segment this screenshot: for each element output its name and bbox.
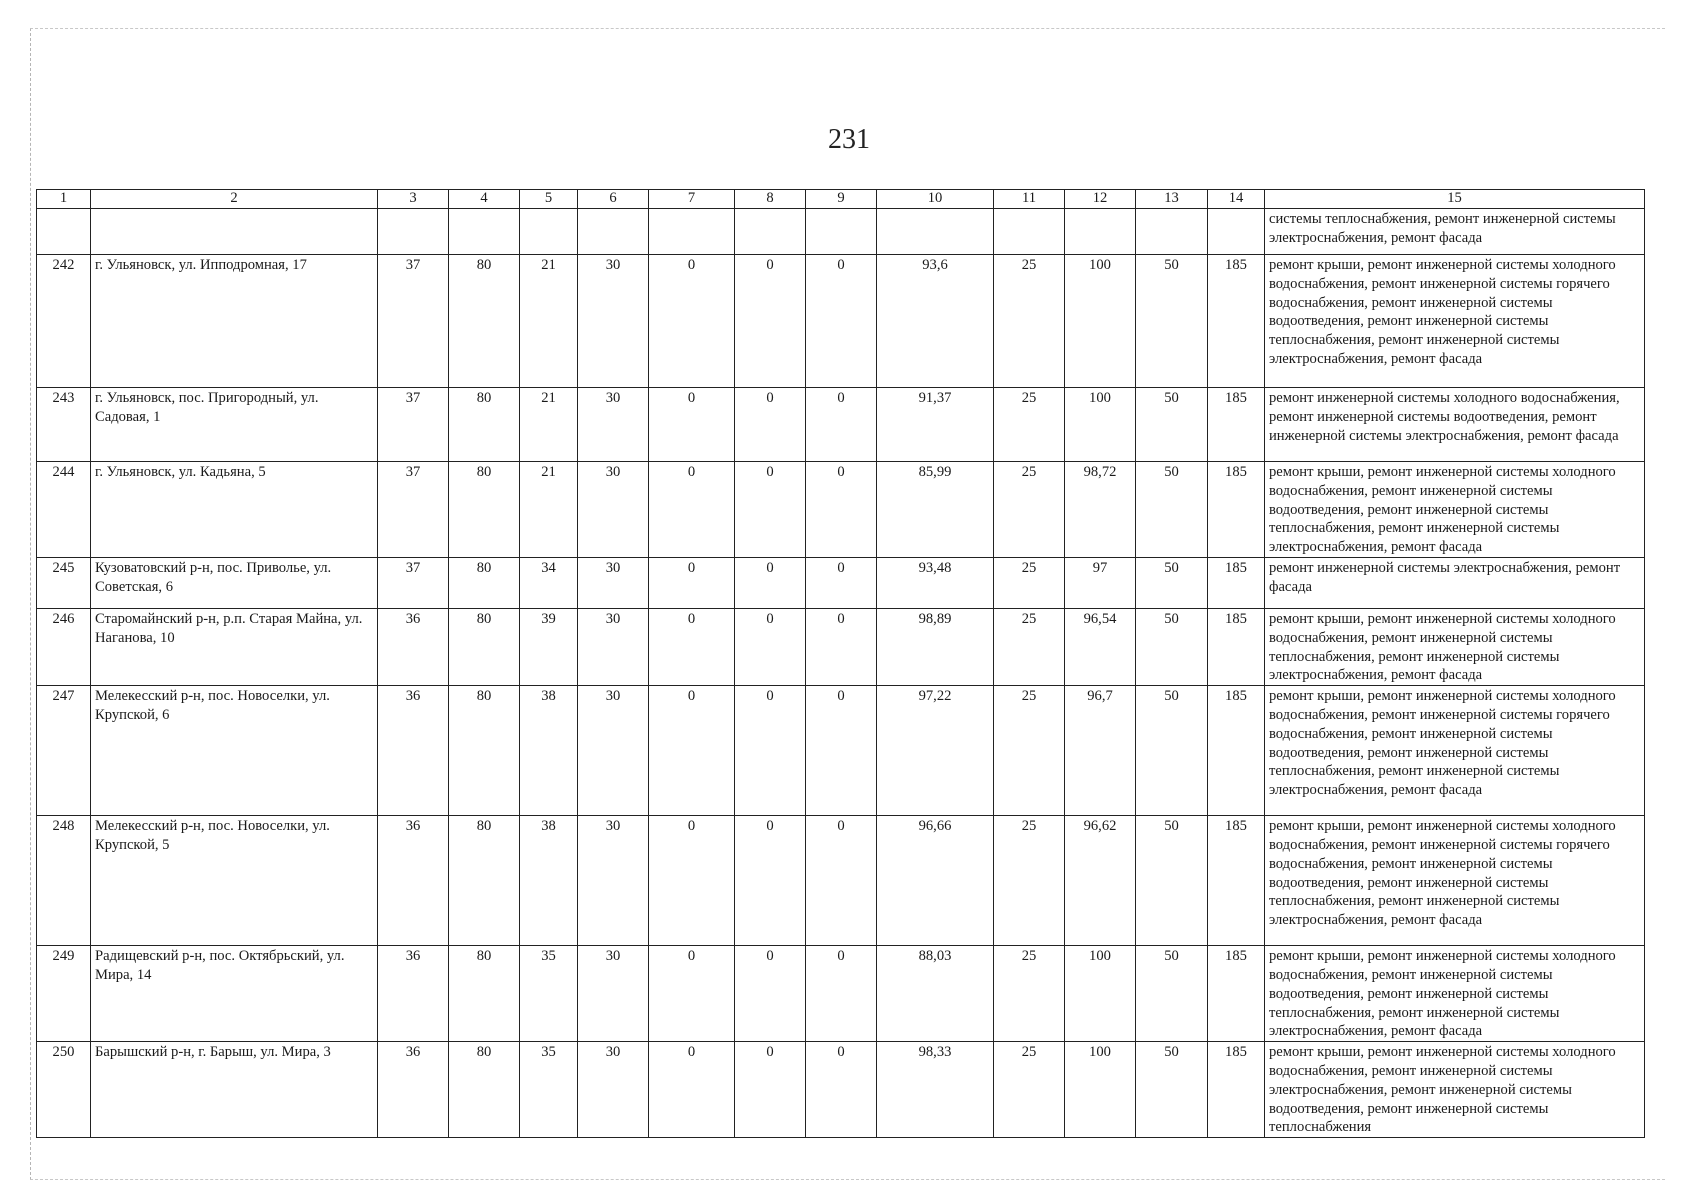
value-cell: 80 [449,608,520,685]
value-cell: 185 [1208,388,1265,462]
value-cell: 0 [735,557,806,608]
table-row [37,557,1645,608]
column-number-row [37,190,1645,209]
column-number: 4 [449,190,520,209]
value-cell: 0 [806,557,877,608]
value-cell: 96,7 [1065,686,1136,816]
value-cell: 93,48 [877,557,994,608]
value-cell: 0 [649,462,735,558]
column-number: 2 [91,190,378,209]
column-number: 10 [877,190,994,209]
value-cell: 25 [994,557,1065,608]
value-cell: 85,99 [877,462,994,558]
value-cell: 0 [806,1042,877,1138]
works-table [36,189,1645,1138]
value-cell: 0 [649,1042,735,1138]
value-cell: 98,33 [877,1042,994,1138]
value-cell: 0 [735,946,806,1042]
value-cell: 80 [449,388,520,462]
value-cell: 91,37 [877,388,994,462]
value-cell: 185 [1208,816,1265,946]
value-cell: 30 [578,686,649,816]
value-cell: 185 [1208,1042,1265,1138]
row-number: 246 [37,608,91,685]
value-cell: 0 [649,255,735,388]
value-cell: 100 [1065,255,1136,388]
work-description: ремонт крыши, ремонт инженерной системы холодного водоснабжения, ремонт инженерной системы водоотведения, ремонт инженерной системы теплоснабжения, ремонт инженерной системы электроснабжения, ремонт фасада [1265,462,1645,558]
value-cell: 38 [520,816,578,946]
value-cell: 0 [649,608,735,685]
value-cell: 80 [449,1042,520,1138]
address: г. Ульяновск, ул. Кадьяна, 5 [91,462,378,558]
table-row [37,255,1645,388]
work-description: ремонт инженерной системы электроснабжения, ремонт фасада [1265,557,1645,608]
column-number: 7 [649,190,735,209]
value-cell: 21 [520,255,578,388]
value-cell: 96,54 [1065,608,1136,685]
value-cell: 0 [806,686,877,816]
row-number: 249 [37,946,91,1042]
address: Радищевский р-н, пос. Октябрьский, ул. Мира, 14 [91,946,378,1042]
table-row [37,462,1645,558]
value-cell: 50 [1136,462,1208,558]
work-description: ремонт инженерной системы холодного водоснабжения, ремонт инженерной системы водоотведения, ремонт инженерной системы электроснабжения, ремонт фасада [1265,388,1645,462]
value-cell: 25 [994,608,1065,685]
value-cell: 0 [649,816,735,946]
table-row [37,608,1645,685]
value-cell: 185 [1208,557,1265,608]
column-number: 3 [378,190,449,209]
row-number: 245 [37,557,91,608]
value-cell: 0 [735,816,806,946]
value-cell: 0 [806,608,877,685]
value-cell: 0 [649,388,735,462]
value-cell: 0 [735,255,806,388]
column-number: 1 [37,190,91,209]
value-cell: 96,66 [877,816,994,946]
row-number: 250 [37,1042,91,1138]
work-description: ремонт крыши, ремонт инженерной системы холодного водоснабжения, ремонт инженерной системы электроснабжения, ремонт инженерной системы водоотведения, ремонт инженерной системы теплоснабжения [1265,1042,1645,1138]
address: г. Ульяновск, ул. Ипподромная, 17 [91,255,378,388]
value-cell: 21 [520,388,578,462]
value-cell: 185 [1208,462,1265,558]
page-number: 231 [828,124,870,155]
value-cell: 50 [1136,946,1208,1042]
address: Мелекесский р-н, пос. Новоселки, ул. Крупской, 5 [91,816,378,946]
value-cell: 0 [735,608,806,685]
value-cell: 88,03 [877,946,994,1042]
value-cell: 25 [994,1042,1065,1138]
value-cell: 30 [578,388,649,462]
value-cell: 50 [1136,255,1208,388]
value-cell: 38 [520,686,578,816]
value-cell: 30 [578,1042,649,1138]
value-cell: 50 [1136,557,1208,608]
row-number: 248 [37,816,91,946]
value-cell: 50 [1136,608,1208,685]
work-description: ремонт крыши, ремонт инженерной системы холодного водоснабжения, ремонт инженерной системы горячего водоснабжения, ремонт инженерной системы водоотведения, ремонт инженерной системы теплоснабжения, ремонт инженерной системы электроснабжения, ремонт фасада [1265,686,1645,816]
table-row [37,1042,1645,1138]
continuation-row [37,209,1645,255]
value-cell: 50 [1136,686,1208,816]
value-cell: 34 [520,557,578,608]
value-cell: 185 [1208,255,1265,388]
work-description: ремонт крыши, ремонт инженерной системы холодного водоснабжения, ремонт инженерной системы горячего водоснабжения, ремонт инженерной системы водоотведения, ремонт инженерной системы теплоснабжения, ремонт инженерной системы электроснабжения, ремонт фасада [1265,816,1645,946]
value-cell: 185 [1208,608,1265,685]
column-number: 9 [806,190,877,209]
value-cell: 80 [449,946,520,1042]
value-cell: 80 [449,686,520,816]
value-cell: 0 [649,557,735,608]
row-number: 247 [37,686,91,816]
value-cell: 30 [578,557,649,608]
value-cell: 80 [449,557,520,608]
value-cell: 30 [578,946,649,1042]
value-cell: 36 [378,686,449,816]
row-number: 243 [37,388,91,462]
column-number: 13 [1136,190,1208,209]
address: Мелекесский р-н, пос. Новоселки, ул. Крупской, 6 [91,686,378,816]
column-number: 11 [994,190,1065,209]
table-row [37,946,1645,1042]
value-cell: 98,72 [1065,462,1136,558]
work-description: ремонт крыши, ремонт инженерной системы холодного водоснабжения, ремонт инженерной системы теплоснабжения, ремонт инженерной системы электроснабжения, ремонт фасада [1265,608,1645,685]
table-row [37,388,1645,462]
address: Кузоватовский р-н, пос. Приволье, ул. Советская, 6 [91,557,378,608]
value-cell: 185 [1208,686,1265,816]
value-cell: 0 [735,686,806,816]
value-cell: 21 [520,462,578,558]
value-cell: 50 [1136,1042,1208,1138]
value-cell: 37 [378,557,449,608]
value-cell: 36 [378,608,449,685]
value-cell: 25 [994,946,1065,1042]
work-description: ремонт крыши, ремонт инженерной системы холодного водоснабжения, ремонт инженерной системы горячего водоснабжения, ремонт инженерной системы водоотведения, ремонт инженерной системы теплоснабжения, ремонт инженерной системы электроснабжения, ремонт фасада [1265,255,1645,388]
value-cell: 25 [994,388,1065,462]
value-cell: 100 [1065,946,1136,1042]
value-cell: 36 [378,946,449,1042]
value-cell: 0 [806,388,877,462]
value-cell: 0 [735,388,806,462]
work-description: системы теплоснабжения, ремонт инженерной системы электроснабжения, ремонт фасада [1265,209,1645,255]
value-cell: 30 [578,462,649,558]
value-cell: 30 [578,816,649,946]
table-row [37,816,1645,946]
value-cell: 35 [520,946,578,1042]
address: Старомайнский р-н, р.п. Старая Майна, ул. Наганова, 10 [91,608,378,685]
value-cell: 50 [1136,816,1208,946]
value-cell: 25 [994,462,1065,558]
value-cell: 93,6 [877,255,994,388]
table-body [37,190,1645,1138]
value-cell: 25 [994,255,1065,388]
value-cell: 97,22 [877,686,994,816]
value-cell: 0 [806,462,877,558]
value-cell: 0 [649,946,735,1042]
value-cell: 25 [994,686,1065,816]
column-number: 5 [520,190,578,209]
value-cell: 100 [1065,388,1136,462]
value-cell: 25 [994,816,1065,946]
value-cell: 36 [378,1042,449,1138]
row-number: 244 [37,462,91,558]
value-cell: 50 [1136,388,1208,462]
table-row [37,686,1645,816]
column-number: 8 [735,190,806,209]
address: Барышский р-н, г. Барыш, ул. Мира, 3 [91,1042,378,1138]
value-cell: 80 [449,816,520,946]
value-cell: 39 [520,608,578,685]
value-cell: 36 [378,816,449,946]
value-cell: 30 [578,608,649,685]
value-cell: 0 [735,462,806,558]
column-number: 6 [578,190,649,209]
value-cell: 37 [378,462,449,558]
value-cell: 0 [806,946,877,1042]
work-description: ремонт крыши, ремонт инженерной системы холодного водоснабжения, ремонт инженерной системы водоотведения, ремонт инженерной системы теплоснабжения, ремонт инженерной системы электроснабжения, ремонт фасада [1265,946,1645,1042]
value-cell: 96,62 [1065,816,1136,946]
value-cell: 30 [578,255,649,388]
value-cell: 35 [520,1042,578,1138]
value-cell: 98,89 [877,608,994,685]
value-cell: 80 [449,462,520,558]
value-cell: 0 [806,255,877,388]
column-number: 12 [1065,190,1136,209]
value-cell: 0 [735,1042,806,1138]
column-number: 14 [1208,190,1265,209]
value-cell: 100 [1065,1042,1136,1138]
value-cell: 37 [378,255,449,388]
value-cell: 185 [1208,946,1265,1042]
value-cell: 80 [449,255,520,388]
value-cell: 97 [1065,557,1136,608]
value-cell: 0 [806,816,877,946]
column-number: 15 [1265,190,1645,209]
row-number: 242 [37,255,91,388]
value-cell: 0 [649,686,735,816]
address: г. Ульяновск, пос. Пригородный, ул. Садовая, 1 [91,388,378,462]
value-cell: 37 [378,388,449,462]
